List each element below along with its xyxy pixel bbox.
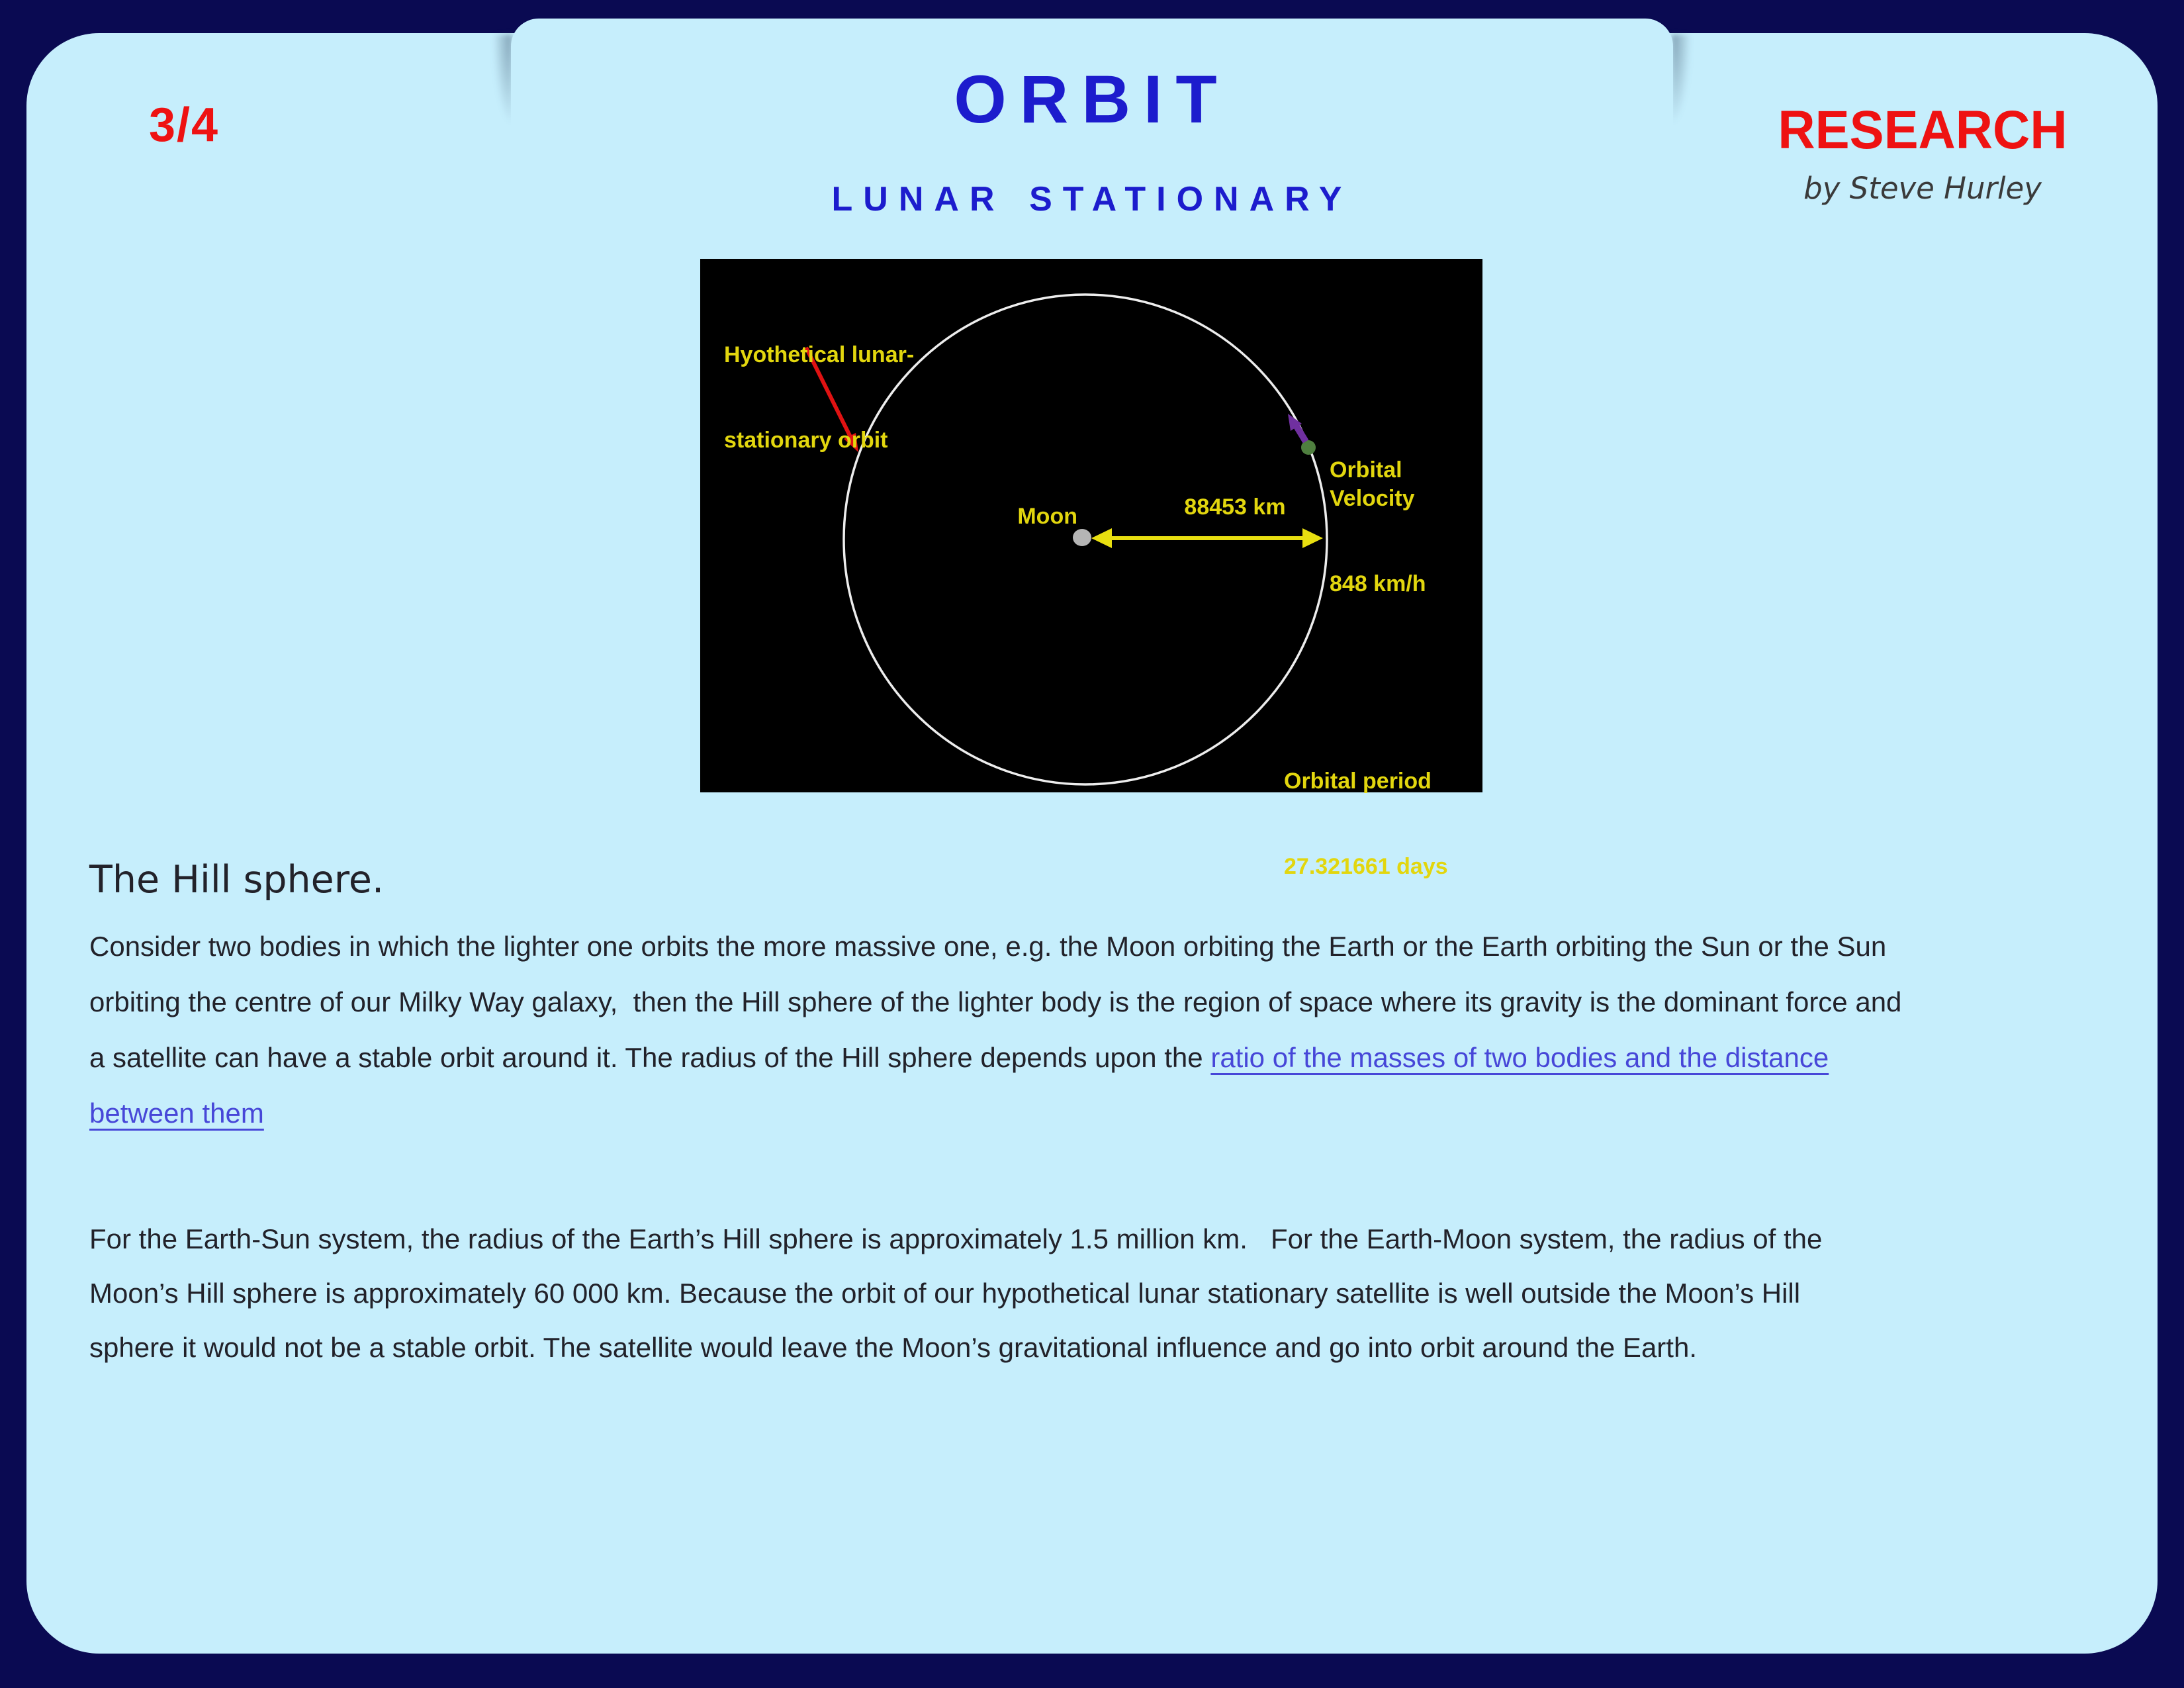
page-title: orbit — [954, 35, 1230, 143]
tab-shadow-right — [1672, 34, 1694, 160]
para2-line1: For the Earth-Sun system, the radius of the Earth’s Hill sphere is approximately 1.5 million km. For the Earth-Moon system, the radius of the — [89, 1223, 1823, 1254]
tab-shadow-left — [490, 34, 512, 160]
radius-arrowhead-right — [1302, 528, 1323, 548]
moon-label: Moon — [1017, 504, 1077, 529]
orbit-label-line2: stationary orbit — [724, 428, 888, 453]
para1-line3-text: a satellite can have a stable orbit around it. The radius of the Hill sphere depends upon the — [89, 1042, 1211, 1073]
para1-line3 — [89, 1042, 1829, 1074]
hill-sphere-link[interactable]: ratio of the masses of two bodies and the distance — [1210, 1042, 1829, 1073]
para2-line2: Moon’s Hill sphere is approximately 60 000 km. Because the orbit of our hypothetical lunar stationary satellite is well outside the Moon’s Hill — [89, 1278, 1801, 1309]
orbit-diagram — [700, 259, 1482, 879]
orbit-label — [724, 284, 914, 512]
hill-sphere-link-continued[interactable]: between them — [89, 1098, 264, 1129]
velocity-label — [1330, 399, 1482, 655]
para1-line4 — [89, 1098, 264, 1129]
byline: by Steve Hurley — [1803, 171, 2042, 206]
section-heading: The Hill sphere. — [89, 858, 385, 902]
para1-line2: orbiting the centre of our Milky Way galaxy, then the Hill sphere of the lighter body is the region of space where its gravity is the dominant force and — [89, 986, 1902, 1017]
velocity-label-line1: Orbital Velocity — [1330, 457, 1415, 511]
radius-arrowhead-left — [1091, 528, 1112, 548]
para1-line1: Consider two bodies in which the lighter one orbits the more massive one, e.g. the Moon orbiting the Earth or the Earth orbiting the Sun or the Sun — [89, 931, 1887, 962]
period-label-line2: 27.321661 days — [1284, 854, 1448, 879]
orbit-label-line1: Hyothetical lunar- — [724, 342, 915, 367]
brand-label: RESEARCH — [1778, 100, 2068, 160]
velocity-label-line2: 848 km/h — [1330, 571, 1426, 596]
period-label — [1284, 710, 1448, 938]
title-tab — [511, 19, 1673, 297]
period-label-line1: Orbital period — [1284, 769, 1432, 794]
page-number: 3/4 — [149, 99, 220, 152]
para2-line3: sphere it would not be a stable orbit. The satellite would leave the Moon’s gravitational influence and go into orbit around the Earth. — [89, 1332, 1697, 1363]
velocity-arrow-line — [1297, 426, 1306, 442]
moon-dot — [1073, 529, 1091, 546]
radius-label: 88453 km — [1184, 494, 1286, 520]
page-subtitle: lunar stationary — [831, 166, 1353, 221]
brand-block — [1721, 99, 2124, 206]
